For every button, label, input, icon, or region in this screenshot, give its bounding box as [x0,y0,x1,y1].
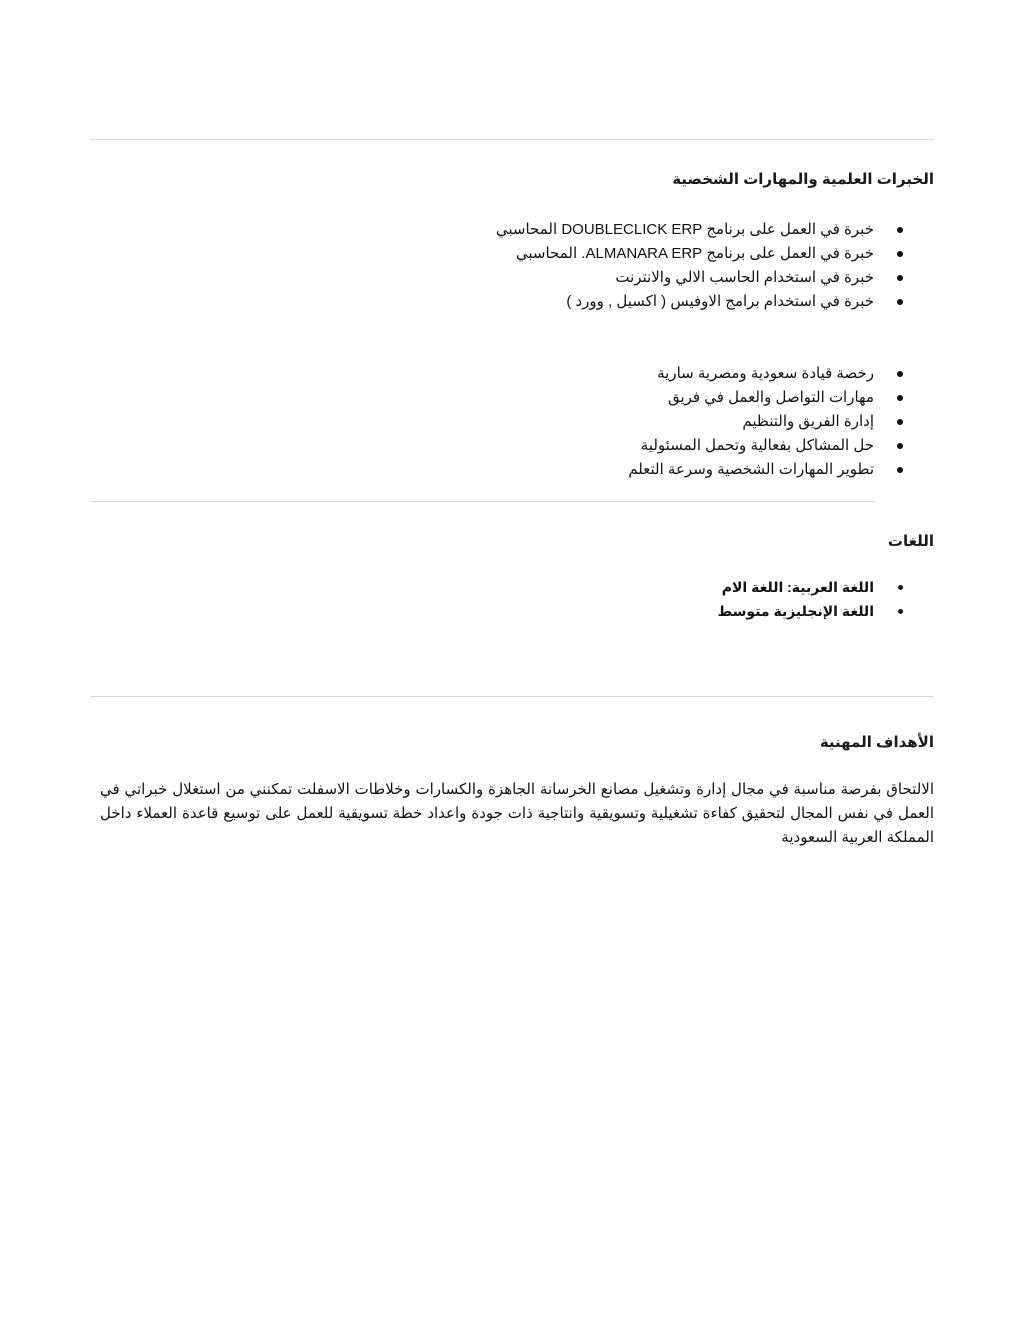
bullet-icon [897,419,903,425]
technical-skills-list [496,218,934,314]
bullet-icon [897,371,903,377]
list-item: خبرة في العمل على برنامج DOUBLECLICK ERP المحاسبي [496,218,934,242]
list-item: تطوير المهارات الشخصية وسرعة التعلم [628,458,934,482]
list-item: خبرة في العمل على برنامج ALMANARA ERP. المحاسبي [496,242,934,266]
bullet-icon [898,585,903,590]
list-item: إدارة الفريق والتنظيم [628,410,934,434]
bullet-icon [897,395,903,401]
list-item: خبرة في استخدام الحاسب الالي والانترنت [496,266,934,290]
goals-heading: الأهداف المهنية [819,734,934,751]
bullet-icon [897,299,903,305]
list-item: مهارات التواصل والعمل في فريق [628,386,934,410]
list-item: اللغة العربية: اللغة الام [718,575,934,599]
bullet-icon [897,275,903,281]
divider-middle [90,501,874,502]
languages-list [718,575,934,623]
divider-lower [90,696,934,697]
list-item: اللغة الإنجليزية متوسط [718,599,934,623]
personal-skills-list [628,362,934,482]
bullet-icon [897,251,903,257]
skills-heading: الخبرات العلمية والمهارات الشخصية [672,171,934,188]
divider-top [90,139,934,140]
list-item: حل المشاكل بفعالية وتحمل المسئولية [628,434,934,458]
goals-paragraph: الالتحاق بفرصة مناسبة في مجال إدارة وتشغيل مصانع الخرسانة الجاهزة والكسارات وخلاطات الاسفلت تمكنني من استغلال خبراتي في العمل في نفس المجال لتحقيق كفاءة تشغيلية وتسويقية وانتاجية ذات جودة واعداد خطة تسويقية للعمل على توسيع قاعدة العملاء داخل المملكة العربية السعودية [100,781,934,846]
bullet-icon [897,467,903,473]
list-item: رخصة قيادة سعودية ومصرية سارية [628,362,934,386]
list-item: خبرة في استخدام برامج الاوفيس ( اكسيل , وورد ) [496,290,934,314]
bullet-icon [898,609,903,614]
languages-heading: اللغات [887,533,934,550]
bullet-icon [897,227,903,233]
bullet-icon [897,443,903,449]
